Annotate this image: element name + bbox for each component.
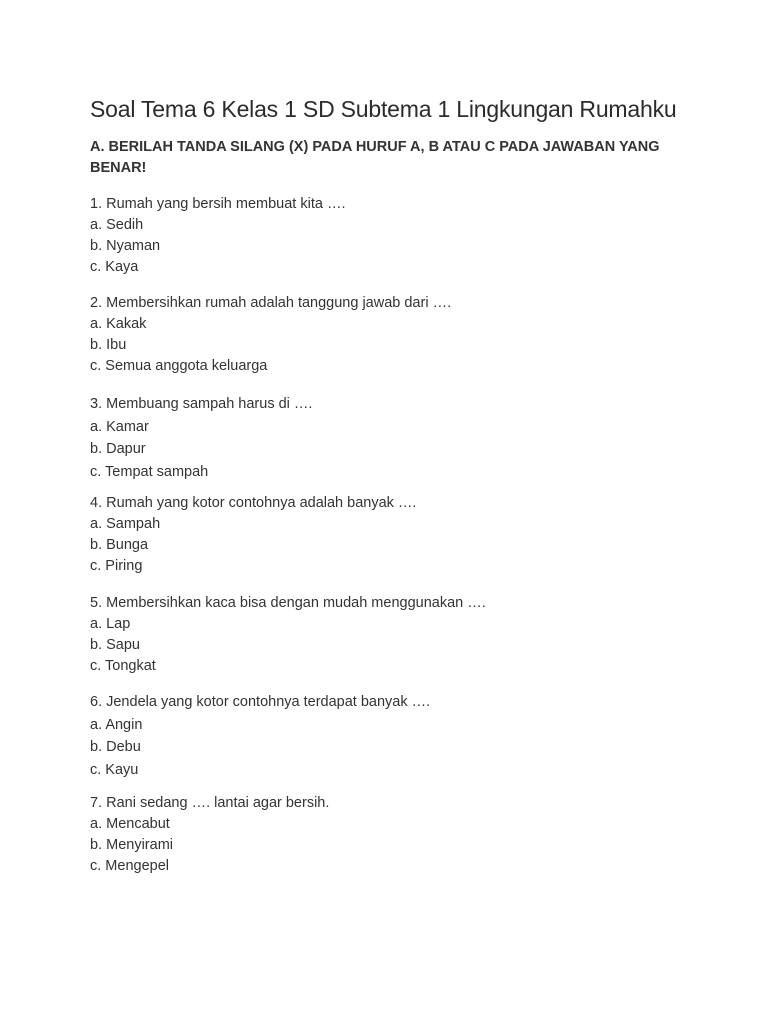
question-3 [90, 393, 690, 483]
option-c: c. Tongkat [90, 658, 156, 674]
option-c: c. Piring [90, 558, 143, 574]
option-c: c. Kayu [90, 761, 139, 778]
question-1 [90, 194, 690, 278]
option-a: a. Mencabut [90, 816, 170, 832]
option-b: b. Nyaman [90, 238, 161, 254]
option-a: a. Kakak [90, 316, 147, 332]
question-text: 6. Jendela yang kotor contohnya terdapat banyak …. [90, 694, 431, 710]
option-a: a. Sedih [90, 217, 144, 233]
option-c: c. Mengepel [90, 858, 169, 874]
option-a: a. Angin [90, 716, 143, 733]
question-text: 4. Rumah yang kotor contohnya adalah banyak …. [90, 495, 417, 511]
option-b: b. Debu [90, 739, 141, 755]
question-7 [90, 793, 690, 877]
option-a: a. Sampah [90, 516, 161, 532]
page-title: Soal Tema 6 Kelas 1 SD Subtema 1 Lingkungan Rumahku [90, 96, 677, 122]
question-text: 2. Membersihkan rumah adalah tanggung jawab dari …. [90, 295, 452, 311]
question-text: 5. Membersihkan kaca bisa dengan mudah menggunakan …. [90, 595, 486, 611]
option-b: b. Ibu [90, 337, 127, 353]
option-a: a. Kamar [90, 418, 149, 435]
instruction-heading: A. BERILAH TANDA SILANG (X) PADA HURUF A, B ATAU C PADA JAWABAN YANG BENAR! [90, 139, 660, 176]
question-5 [90, 593, 690, 677]
question-text: 1. Rumah yang bersih membuat kita …. [90, 196, 346, 212]
option-b: b. Sapu [90, 637, 140, 653]
option-a: a. Lap [90, 616, 131, 632]
option-b: b. Bunga [90, 537, 149, 553]
question-text: 7. Rani sedang …. lantai agar bersih. [90, 795, 330, 811]
question-6 [90, 691, 690, 781]
question-2 [90, 293, 690, 377]
option-c: c. Kaya [90, 259, 139, 275]
option-b: b. Dapur [90, 441, 146, 457]
option-c: c. Tempat sampah [90, 463, 209, 480]
option-c: c. Semua anggota keluarga [90, 358, 268, 374]
option-b: b. Menyirami [90, 837, 173, 853]
question-4 [90, 493, 690, 577]
question-text: 3. Membuang sampah harus di …. [90, 396, 313, 412]
